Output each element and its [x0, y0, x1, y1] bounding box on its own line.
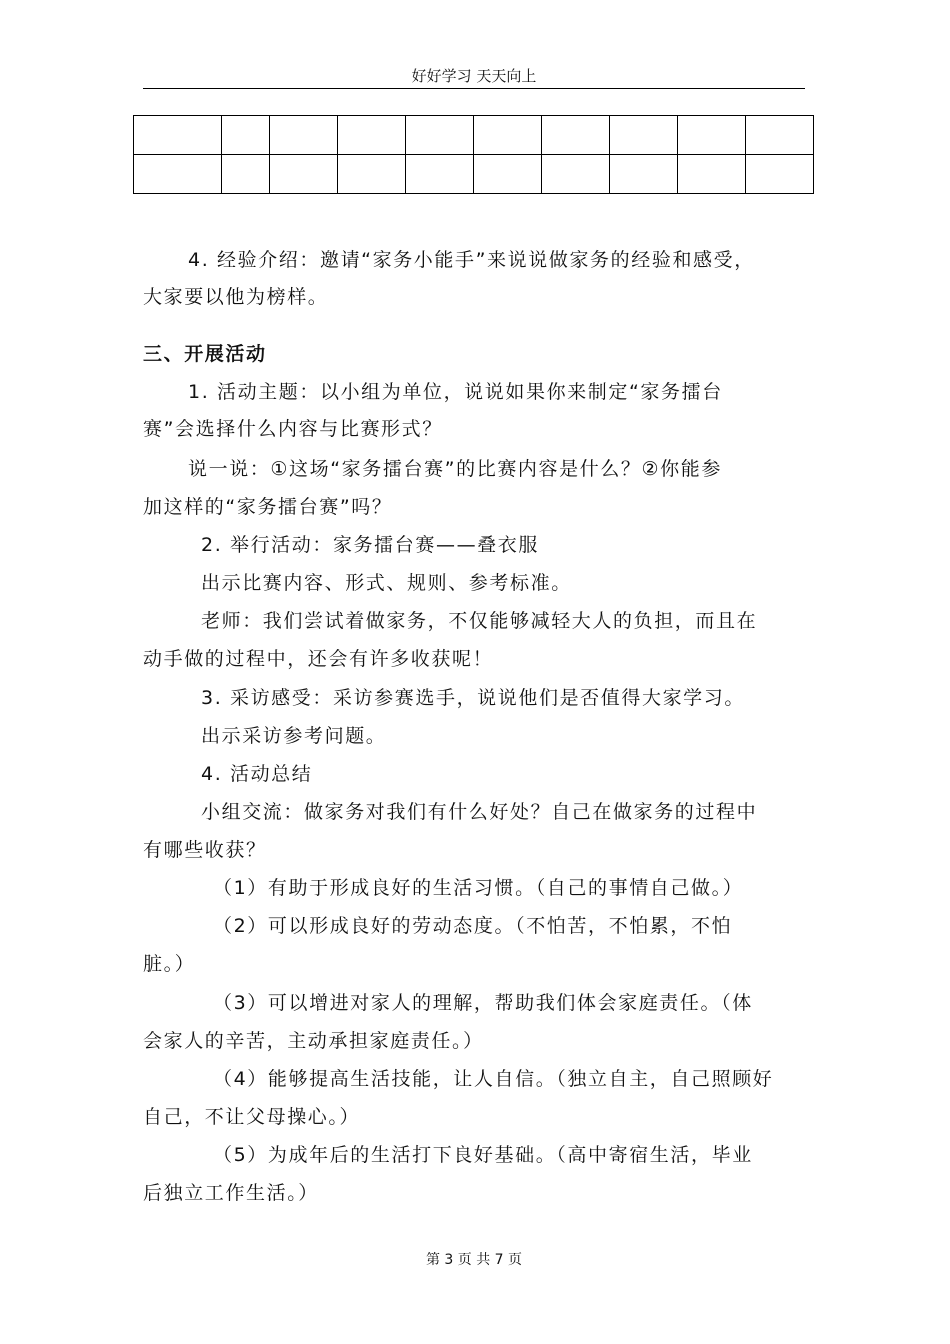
table-row [134, 116, 814, 155]
paragraph-line: 4. 经验介绍：邀请“家务小能手”来说说做家务的经验和感受， [188, 249, 755, 271]
paragraph-line: 出示采访参考问题。 [201, 725, 387, 747]
paragraph-line: 脏。） [143, 953, 196, 975]
paragraph-line: 赛”会选择什么内容与比赛形式？ [143, 418, 443, 440]
paragraph-line: 4. 活动总结 [201, 763, 313, 785]
paragraph-line: （5）为成年后的生活打下良好基础。（高中寄宿生活，毕业 [213, 1144, 753, 1166]
table-cell [542, 155, 610, 194]
paragraph-line: 大家要以他为榜样。 [143, 286, 329, 308]
paragraph-line: 说一说：①这场“家务擂台赛”的比赛内容是什么？②你能参 [188, 458, 722, 480]
paragraph-line: 2. 举行活动：家务擂台赛——叠衣服 [201, 534, 539, 556]
table-cell [406, 155, 474, 194]
paragraph-line: （1）有助于形成良好的生活习惯。（自己的事情自己做。） [213, 877, 744, 899]
table-cell [222, 155, 270, 194]
paragraph-line: 加这样的“家务擂台赛”吗？ [143, 496, 393, 518]
table-cell [746, 155, 814, 194]
page-header: 好好学习 天天向上 [411, 67, 537, 85]
table-cell [338, 116, 406, 155]
table-cell [610, 155, 678, 194]
paragraph-line: 自己，不让父母操心。） [143, 1106, 361, 1128]
paragraph-line: 小组交流：做家务对我们有什么好处？自己在做家务的过程中 [201, 801, 758, 823]
table-cell [270, 155, 338, 194]
table-cell [270, 116, 338, 155]
paragraph-line: 后独立工作生活。） [143, 1182, 319, 1204]
paragraph-line: 会家人的辛苦，主动承担家庭责任。） [143, 1030, 484, 1052]
paragraph-line: （3）可以增进对家人的理解，帮助我们体会家庭责任。（体 [213, 992, 753, 1014]
table-cell [134, 116, 222, 155]
table-cell [474, 155, 542, 194]
paragraph-line: 动手做的过程中，还会有许多收获呢！ [143, 648, 494, 670]
table-row [134, 155, 814, 194]
table-cell [678, 116, 746, 155]
table-cell [222, 116, 270, 155]
table-cell [610, 116, 678, 155]
table-cell [406, 116, 474, 155]
paragraph-line: 1. 活动主题：以小组为单位，说说如果你来制定“家务擂台 [188, 381, 723, 403]
table-cell [678, 155, 746, 194]
table-cell [746, 116, 814, 155]
table-cell [338, 155, 406, 194]
paragraph-line: （2）可以形成良好的劳动态度。（不怕苦，不怕累，不怕 [213, 915, 733, 937]
paragraph-line: （4）能够提高生活技能，让人自信。（独立自主，自己照顾好 [213, 1068, 774, 1090]
paragraph-line: 老师：我们尝试着做家务，不仅能够减轻大人的负担，而且在 [201, 610, 758, 632]
table-cell [134, 155, 222, 194]
paragraph-line: 有哪些收获？ [143, 839, 267, 861]
paragraph-line: 出示比赛内容、形式、规则、参考标准。 [201, 572, 572, 594]
header-divider [143, 88, 805, 89]
section-heading: 三、开展活动 [143, 343, 267, 365]
table-cell [542, 116, 610, 155]
page-footer: 第 3 页 共 7 页 [425, 1252, 523, 1268]
paragraph-line: 3. 采访感受：采访参赛选手，说说他们是否值得大家学习。 [201, 687, 745, 709]
blank-table [133, 115, 814, 194]
table-cell [474, 116, 542, 155]
